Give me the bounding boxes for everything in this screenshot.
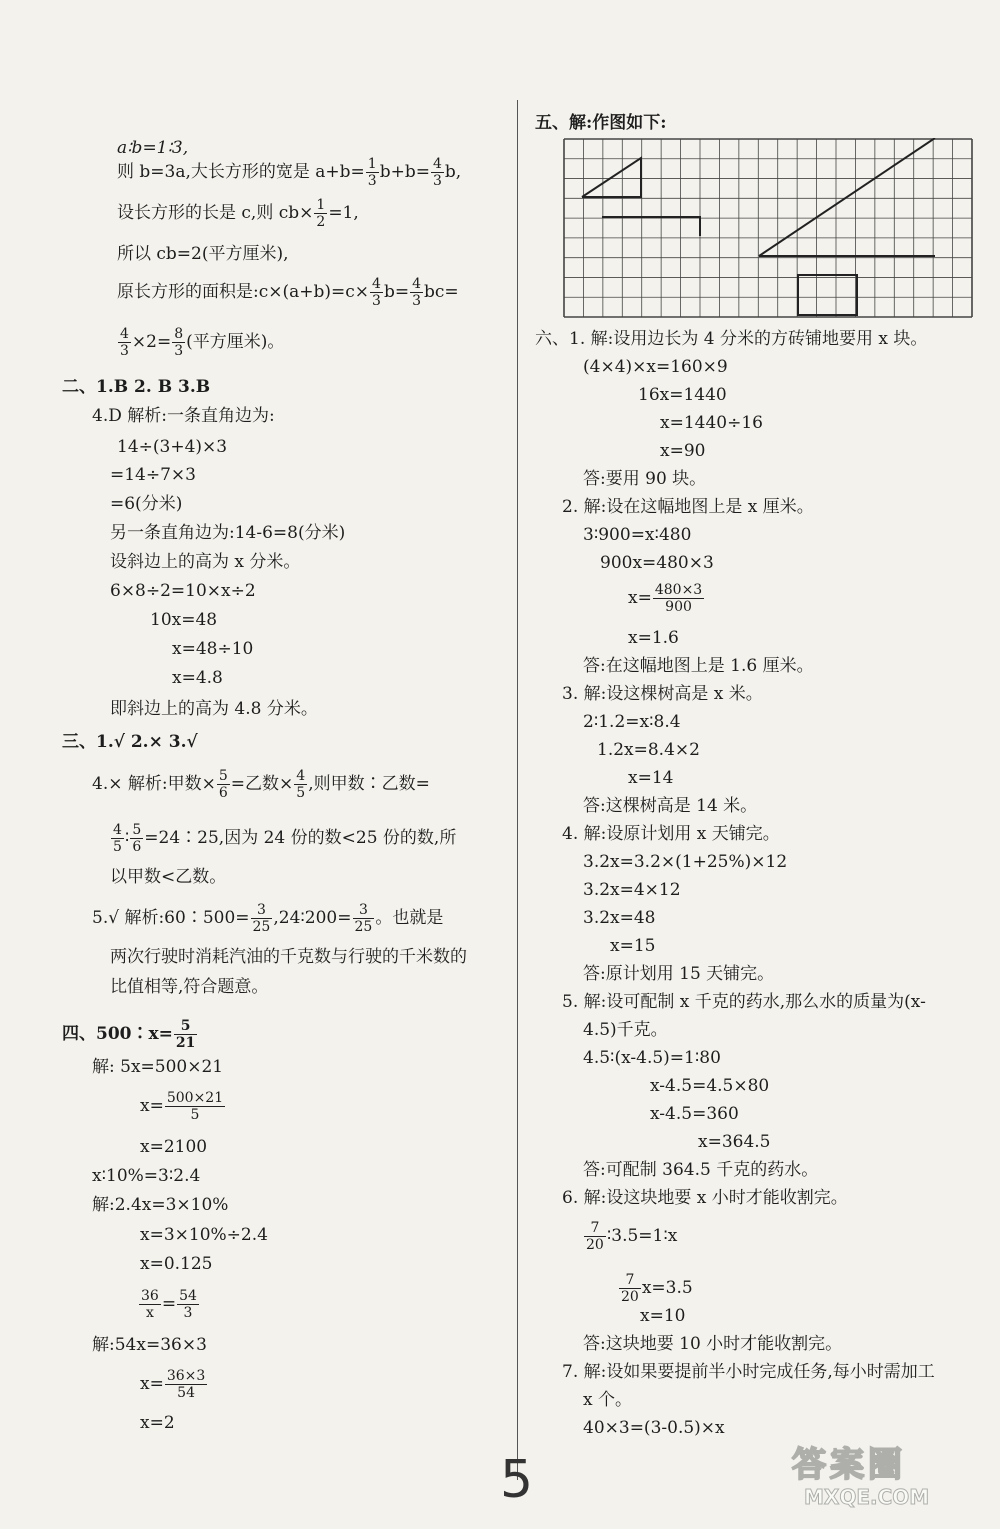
column-divider xyxy=(517,100,518,1480)
text-line: =14÷7×3 xyxy=(110,465,196,485)
text-line: x=364.5 xyxy=(698,1132,771,1152)
watermark-title: 答案圈 xyxy=(792,1445,906,1485)
text-line: =6(分米) xyxy=(110,494,183,514)
text-line: 10x=48 xyxy=(150,610,218,630)
text-line: $\frac{4}{5}$ ∶ $\frac{5}{6}$ =24∶25,因为 24 份的数<25 份的数,所 xyxy=(113,822,457,855)
text-line: 答:可配制 364.5 千克的药水。 xyxy=(583,1160,819,1180)
lower-rectangle xyxy=(798,275,857,315)
text-line: 即斜边上的高为 4.8 分米。 xyxy=(110,699,318,719)
section-four-heading: 四、500∶x= $\frac{5}{21}$ xyxy=(62,1018,196,1051)
text-line: x 个。 xyxy=(583,1390,632,1410)
grid-lines xyxy=(564,139,972,317)
text-line: 3∶900=x∶480 xyxy=(583,525,692,545)
text-line: 2. 解:设在这幅地图上是 x 厘米。 xyxy=(562,497,814,517)
text-line: x∶10%=3∶2.4 xyxy=(92,1166,201,1186)
text-line: 6×8÷2=10×x÷2 xyxy=(110,581,256,601)
text-line: x-4.5=4.5×80 xyxy=(650,1076,770,1096)
text-line: 解: 5x=500×21 xyxy=(92,1057,224,1077)
text-line: x= $\frac{500\times 21}{5}$ xyxy=(140,1090,224,1123)
text-line: 答:在这幅地图上是 1.6 厘米。 xyxy=(583,656,814,676)
text-line: $\frac{36}{x}$ = $\frac{54}{3}$ xyxy=(141,1288,197,1321)
text-line: (4×4)×x=160×9 xyxy=(583,357,728,377)
text-line: x=4.8 xyxy=(172,668,223,688)
text-line: x=0.125 xyxy=(140,1254,213,1274)
drawing-grid xyxy=(563,138,973,318)
text-line: 7. 解:设如果要提前半小时完成任务,每小时需加工 xyxy=(562,1362,935,1382)
section-five-heading: 五、解:作图如下: xyxy=(535,113,667,133)
text-line: 解:2.4x=3×10% xyxy=(92,1195,229,1215)
text-line: 设斜边上的高为 x 分米。 xyxy=(110,552,301,572)
text-line: 3. 解:设这棵树高是 x 米。 xyxy=(562,684,763,704)
text-line: 答:这块地要 10 小时才能收割完。 xyxy=(583,1334,843,1354)
text-line: x=3×10%÷2.4 xyxy=(140,1225,268,1245)
section-three-heading: 三、1.√ 2.× 3.√ xyxy=(62,732,198,752)
small-rectangle xyxy=(602,217,700,236)
text-line: $\frac{4}{3}$ ×2= $\frac{8}{3}$ (平方厘米)。 xyxy=(120,326,285,359)
text-line: 2∶1.2=x∶8.4 xyxy=(583,712,681,732)
text-line: x=90 xyxy=(660,441,706,461)
text-line: 则 b=3a,大长方形的宽是 a+b= $\frac{1}{3}$ b+b= $\frac{4}{3}$ b, xyxy=(117,156,462,189)
page-number: 5 xyxy=(500,1450,534,1510)
text-line: 5. 解:设可配制 x 千克的药水,那么水的质量为(x- xyxy=(562,992,926,1012)
text-line: 3.2x=4×12 xyxy=(583,880,681,900)
text-line: 4.5)千克。 xyxy=(583,1020,668,1040)
text-line: 16x=1440 xyxy=(638,385,727,405)
text-line: 六、1. 解:设用边长为 4 分米的方砖铺地要用 x 块。 xyxy=(535,329,928,349)
text-line: 所以 cb=2(平方厘米), xyxy=(117,244,289,264)
text-line: 4.5∶(x-4.5)=1∶80 xyxy=(583,1048,721,1068)
text-line: 解:54x=36×3 xyxy=(92,1335,207,1355)
text-line: 1.2x=8.4×2 xyxy=(597,740,700,760)
text-line: x=2100 xyxy=(140,1137,208,1157)
text-line: $\frac{7}{20}$ ∶3.5=1∶x xyxy=(586,1220,678,1253)
text-line: 答:这棵树高是 14 米。 xyxy=(583,796,758,816)
text-line: 40×3=(3-0.5)×x xyxy=(583,1418,725,1438)
text-line: x-4.5=360 xyxy=(650,1104,739,1124)
text-line: x= $\frac{480\times 3}{900}$ xyxy=(628,582,703,615)
text-line: x=15 xyxy=(610,936,656,956)
text-line: 6. 解:设这块地要 x 小时才能收割完。 xyxy=(562,1188,848,1208)
text-line: 900x=480×3 xyxy=(600,553,714,573)
text-line: x=1.6 xyxy=(628,628,679,648)
text-line: x= $\frac{36\times 3}{54}$ xyxy=(140,1368,206,1401)
text-line: 3.2x=48 xyxy=(583,908,656,928)
text-line: 原长方形的面积是:c×(a+b)=c× $\frac{4}{3}$ b= $\frac{4}{3}$ bc= xyxy=(117,276,459,309)
text-line: 以甲数<乙数。 xyxy=(110,867,227,887)
text-line: 4.D 解析:一条直角边为: xyxy=(92,406,275,426)
text-line: x=2 xyxy=(140,1413,175,1433)
watermark-logo xyxy=(780,1435,990,1525)
text-line: 4.× 解析:甲数× $\frac{5}{6}$ =乙数× $\frac{4}{5}$ ,则甲数∶乙数= xyxy=(92,768,430,801)
text-line: 答:要用 90 块。 xyxy=(583,469,707,489)
small-triangle xyxy=(582,158,641,197)
text-line: a∶b=1∶3, xyxy=(117,138,189,158)
long-diagonal xyxy=(759,138,935,256)
text-line: x=10 xyxy=(640,1306,686,1326)
section-two-heading: 二、1.B 2. B 3.B xyxy=(62,377,211,397)
watermark-url: MXQE.COM xyxy=(804,1485,930,1509)
text-line: 两次行驶时消耗汽油的千克数与行驶的千米数的 xyxy=(110,947,467,967)
text-line: 另一条直角边为:14-6=8(分米) xyxy=(110,523,346,543)
text-line: $\frac{7}{20}$ x=3.5 xyxy=(621,1272,693,1305)
text-line: x=14 xyxy=(628,768,674,788)
text-line: 比值相等,符合题意。 xyxy=(110,977,269,997)
text-line: 3.2x=3.2×(1+25%)×12 xyxy=(583,852,788,872)
text-line: x=48÷10 xyxy=(172,639,254,659)
text-line: 答:原计划用 15 天铺完。 xyxy=(583,964,775,984)
text-line: 4. 解:设原计划用 x 天铺完。 xyxy=(562,824,780,844)
text-line: 5.√ 解析:60∶500= $\frac{3}{25}$ ,24∶200= $\frac{3}{25}$ 。也就是 xyxy=(92,902,444,935)
text-line: x=1440÷16 xyxy=(660,413,763,433)
text-line: 14÷(3+4)×3 xyxy=(117,437,228,457)
text-line: 设长方形的长是 c,则 cb× $\frac{1}{2}$ =1, xyxy=(117,197,359,230)
